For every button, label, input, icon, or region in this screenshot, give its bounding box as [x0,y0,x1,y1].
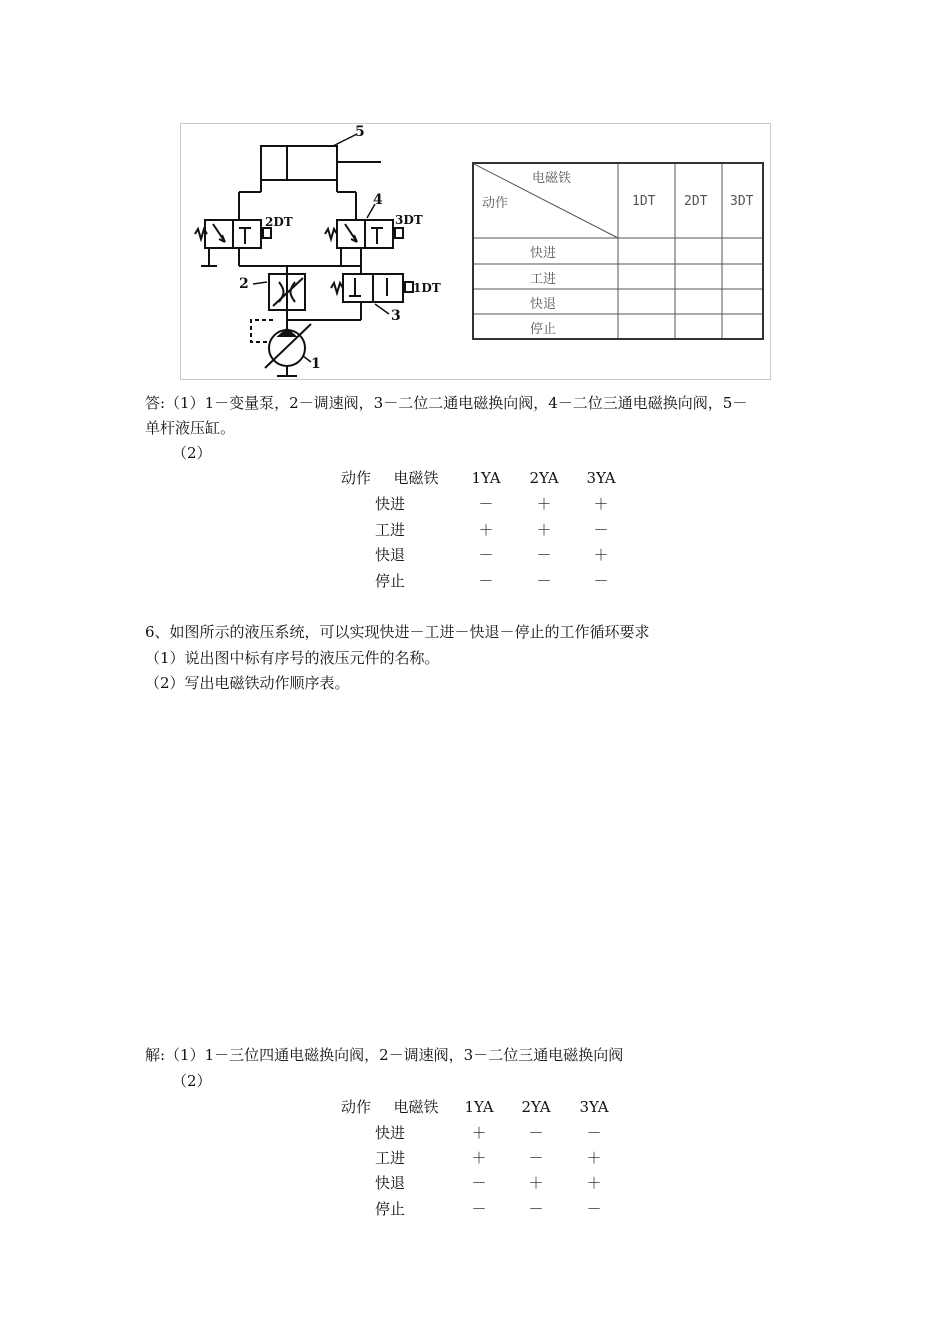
leader-5 [333,134,357,146]
label-2: 2 [239,276,249,292]
question6-title: 6、如图所示的液压系统，可以实现快进－工进－快退－停止的工作循环要求 [145,623,650,641]
label-3dt: 3DT [395,213,423,227]
figure-table-corner-top: 电磁铁 [532,171,572,186]
label-4: 4 [373,192,383,208]
label-3: 3 [391,308,401,324]
label-1: 1 [311,356,321,372]
figure-table-row-3: 快退 [530,297,557,312]
label-2dt: 2DT [265,215,293,229]
figure-table-row-4: 停止 [530,322,557,337]
label-1dt: 1DT [413,281,441,295]
figure-table-row-2: 工进 [530,272,557,287]
answer5-part2: （2） [172,444,212,462]
figure-table-col-1dt: 1DT [632,194,656,209]
hydraulic-figure [180,123,771,380]
figure-table-col-3dt: 3DT [730,194,754,209]
answer5-line1: 答:（1）1－变量泵，2－调速阀，3－二位二通电磁换向阀，4－二位三通电磁换向阀，5－ [145,394,748,412]
answer5-line2: 单杆液压缸。 [145,419,236,437]
answer6-part2: （2） [172,1072,212,1090]
answer5-sequence-table: 动作 电磁铁 1YA 2YA 3YA 快进 － ＋ ＋ 工进 ＋ ＋ － 快退 － － ＋ 停止 － － － [340,469,616,590]
answer6-sequence-table: 动作 电磁铁 1YA 2YA 3YA 快进 ＋ － － 工进 ＋ － ＋ 快退 － ＋ ＋ 停止 － － － [340,1098,609,1218]
figure-table-corner-bottom: 动作 [482,196,509,211]
answer6-line1: 解:（1）1－三位四通电磁换向阀，2－调速阀，3－二位三通电磁换向阀 [145,1046,624,1064]
label-5: 5 [355,124,365,140]
question6-part2: （2）写出电磁铁动作顺序表。 [145,674,350,692]
figure-table-row-1: 快进 [530,246,557,261]
figure-sequence-table [472,162,764,340]
figure-table-col-2dt: 2DT [684,194,708,209]
question6-part1: （1）说出图中标有序号的液压元件的名称。 [145,649,440,667]
cylinder-body [261,146,337,180]
